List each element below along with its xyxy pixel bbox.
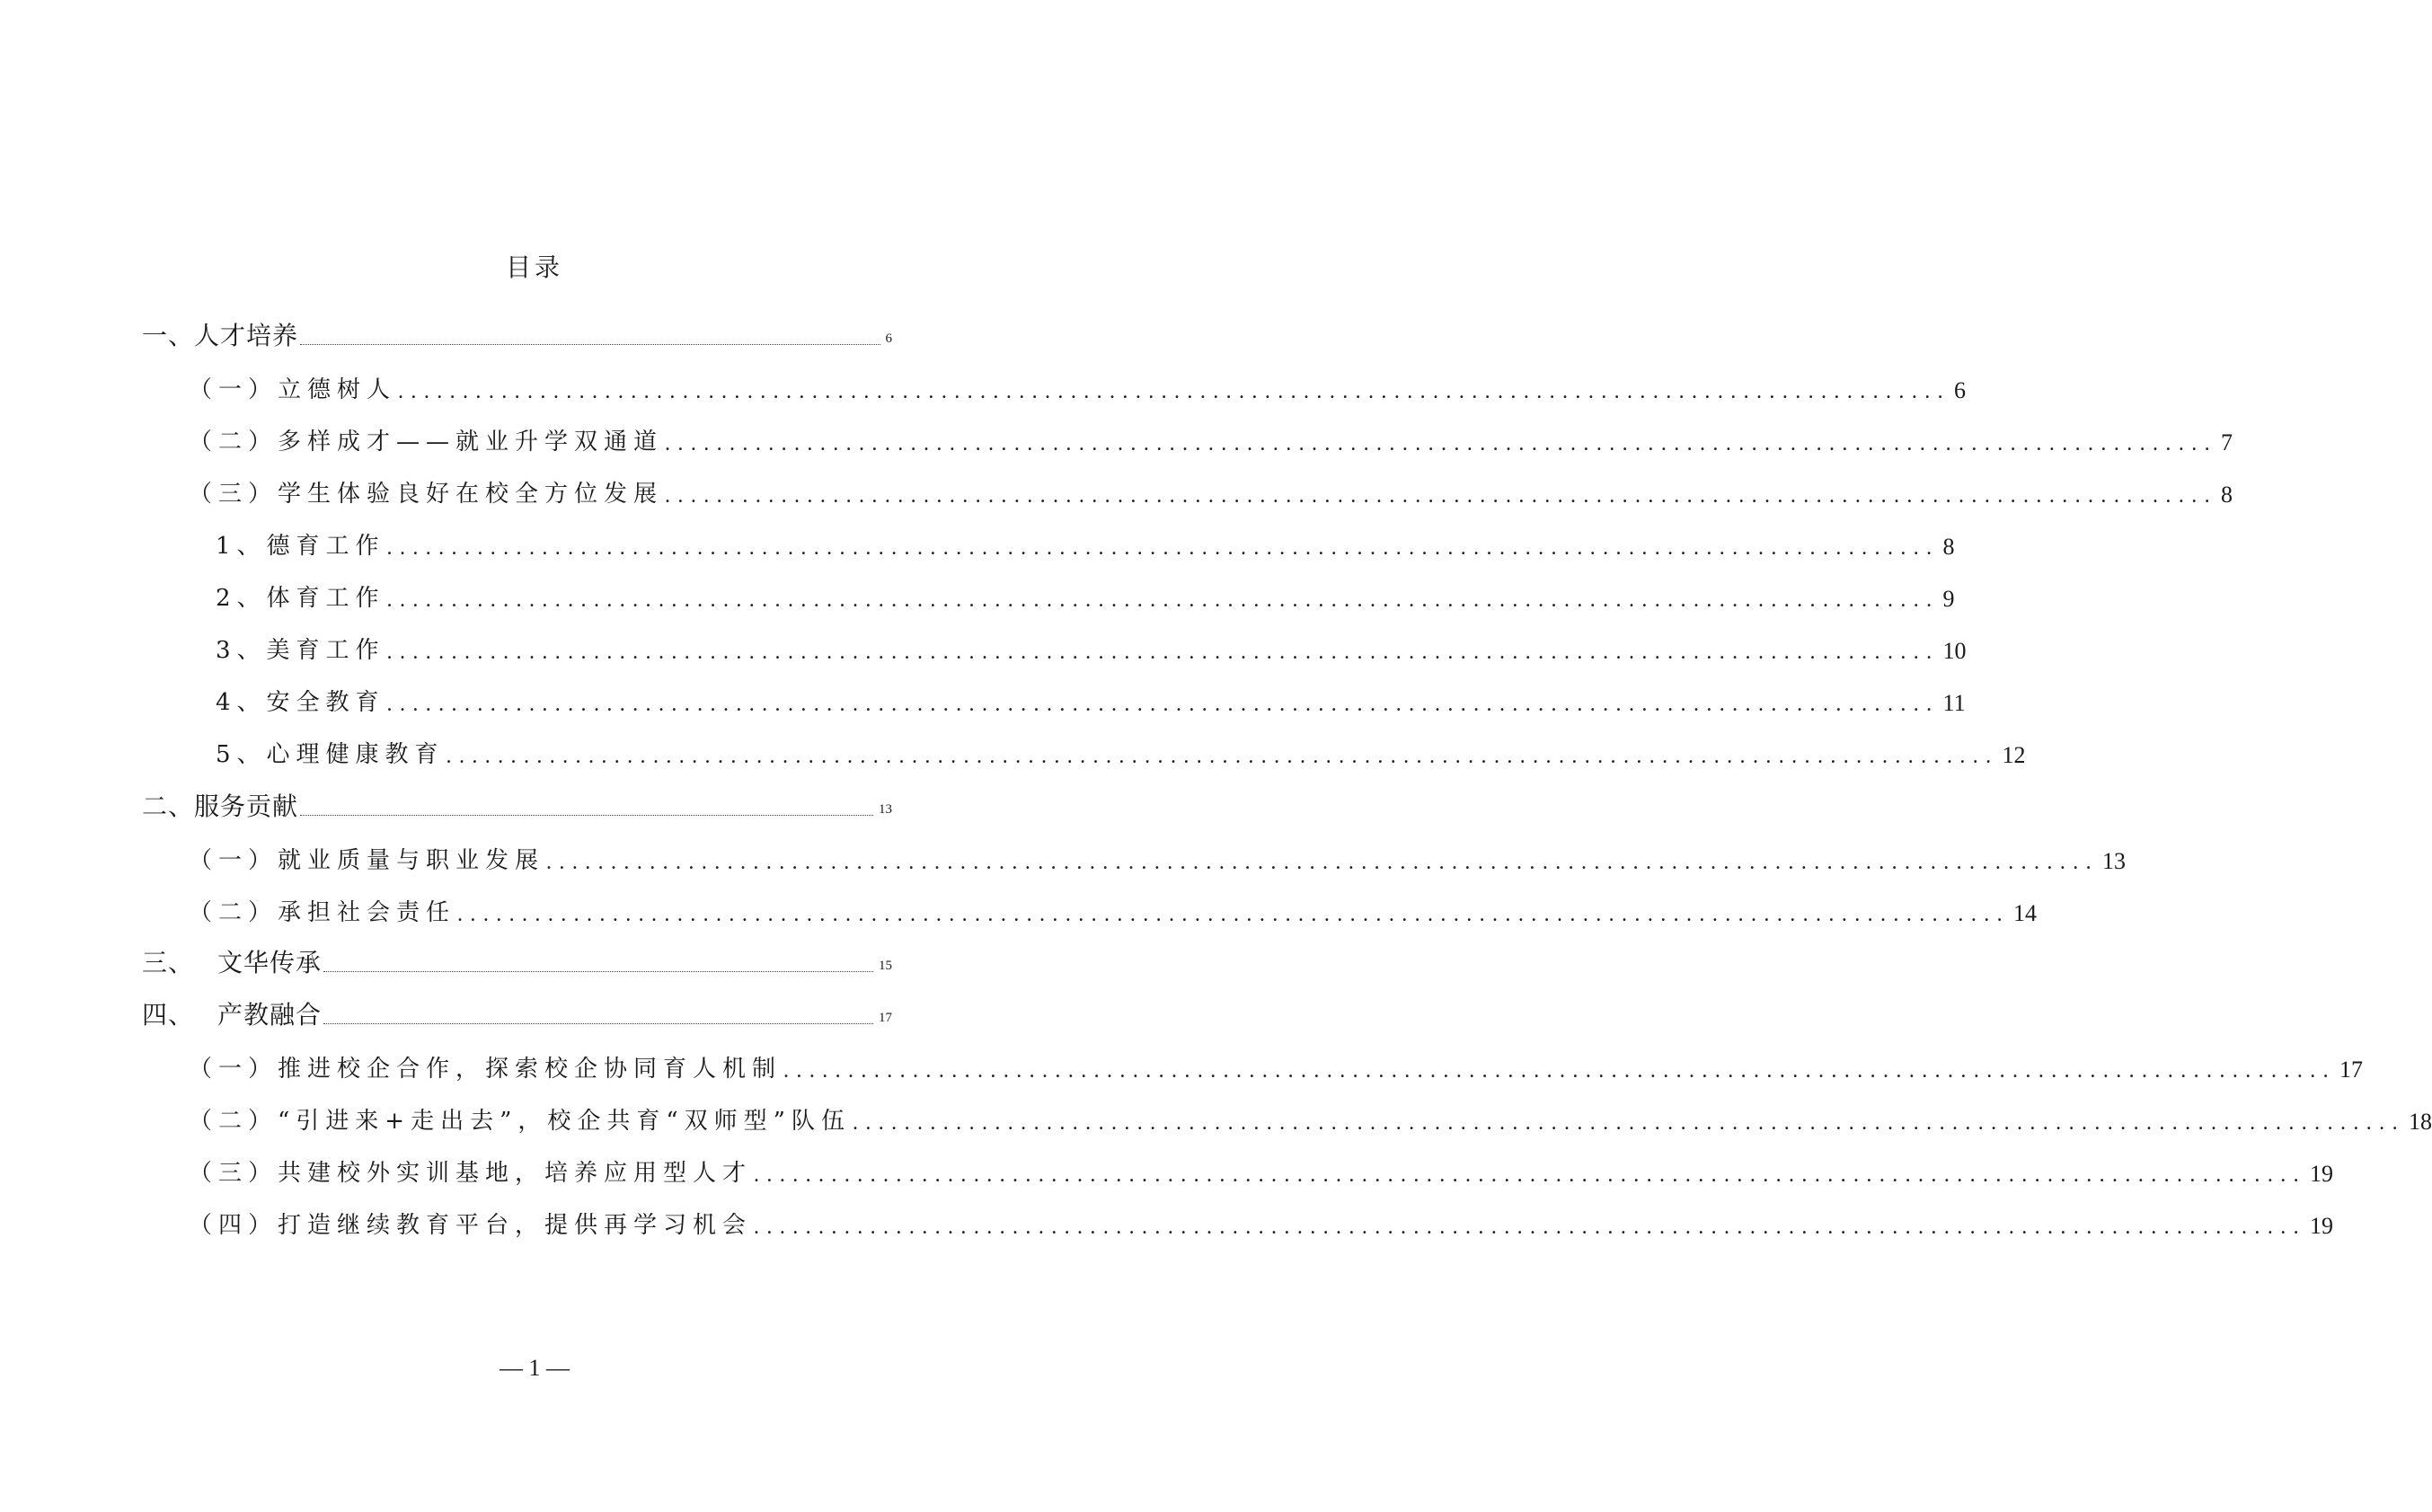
toc-entry-page: 6 bbox=[885, 332, 892, 346]
toc-entry-label: （一）就业质量与职业发展 bbox=[189, 847, 545, 874]
toc-entry[interactable] bbox=[189, 839, 2127, 875]
toc-entry[interactable] bbox=[189, 420, 2233, 456]
toc-entry-page: 8 bbox=[1942, 534, 1955, 560]
page-title: 目录 bbox=[505, 252, 563, 282]
toc-dot-leader: ........................................................................................................................ bbox=[665, 484, 2218, 508]
toc-entry-page: 18 bbox=[2408, 1109, 2432, 1135]
toc-dot-leader bbox=[323, 1022, 873, 1024]
toc-entry-label: 2、体育工作 bbox=[216, 585, 385, 612]
toc-entry[interactable] bbox=[142, 995, 892, 1031]
toc-dot-leader: ........................................................................................................................ bbox=[546, 851, 2100, 874]
toc-entry-page: 15 bbox=[879, 959, 892, 973]
toc-dot-leader: ........................................................................................................................ bbox=[852, 1111, 2405, 1135]
toc-entry-label: （二）多样成才——就业升学双通道 bbox=[189, 429, 664, 455]
toc-entry-page: 19 bbox=[2310, 1213, 2334, 1239]
toc-entry[interactable] bbox=[142, 316, 892, 352]
toc-dot-leader: ........................................................................................................................ bbox=[386, 588, 1940, 612]
toc-entry-page: 6 bbox=[1954, 377, 1967, 403]
toc-entry-label: 四、 bbox=[142, 1000, 195, 1030]
toc-dot-leader: ........................................................................................................................ bbox=[386, 536, 1940, 560]
toc-entry-label: （三）共建校外实训基地，培养应用型人才 bbox=[189, 1160, 753, 1187]
toc-dot-leader: ........................................................................................................................ bbox=[754, 1163, 2307, 1187]
toc-entry-page: 8 bbox=[2221, 482, 2233, 508]
toc-entry[interactable] bbox=[189, 1100, 2432, 1136]
toc-entry[interactable] bbox=[216, 577, 1955, 613]
toc-entry[interactable] bbox=[189, 1204, 2334, 1240]
toc-entry[interactable] bbox=[189, 368, 1967, 404]
toc-entry-label: （一）推进校企合作，探索校企协同育人机制 bbox=[189, 1056, 783, 1083]
toc-dot-leader: ........................................................................................................................ bbox=[446, 745, 1999, 768]
toc-entry-page: 12 bbox=[2002, 742, 2026, 768]
toc-dot-leader: ........................................................................................................................ bbox=[754, 1216, 2307, 1239]
toc-entry-label: 一、人才培养 bbox=[142, 321, 299, 350]
toc-entry[interactable] bbox=[142, 787, 892, 823]
toc-entry-label: 3、美育工作 bbox=[216, 637, 385, 664]
toc-entry[interactable] bbox=[216, 681, 1966, 717]
toc-entry-label: 4、安全教育 bbox=[216, 689, 385, 716]
toc-entry[interactable] bbox=[216, 733, 2026, 769]
toc-dot-leader: ........................................................................................................................ bbox=[783, 1059, 2337, 1083]
toc-entry[interactable] bbox=[216, 629, 1967, 665]
toc-entry-page: 13 bbox=[879, 802, 892, 817]
toc-dot-leader: ........................................................................................................................ bbox=[457, 903, 2011, 926]
toc-entry-page: 17 bbox=[879, 1011, 892, 1025]
toc-entry[interactable] bbox=[189, 1152, 2334, 1188]
toc-entry-page: 14 bbox=[2013, 900, 2038, 926]
toc-entry-label: （四）打造继续教育平台，提供再学习机会 bbox=[189, 1212, 753, 1239]
toc-entry[interactable] bbox=[189, 1048, 2364, 1083]
toc-entry-label: 5、心理健康教育 bbox=[216, 741, 445, 768]
toc-dot-leader: ........................................................................................................................ bbox=[665, 432, 2218, 455]
toc-entry-label: 三、 bbox=[142, 948, 195, 977]
toc-entry-page: 9 bbox=[1942, 586, 1955, 612]
page-number: — 1 — bbox=[500, 1355, 570, 1381]
toc-dot-leader: ........................................................................................................................ bbox=[386, 641, 1940, 664]
toc-entry-page: 13 bbox=[2102, 848, 2127, 874]
toc-entry-label: （三）学生体验良好在校全方位发展 bbox=[189, 481, 664, 508]
toc-entry-page: 10 bbox=[1942, 638, 1967, 664]
toc-entry-label: 文华传承 bbox=[217, 948, 323, 977]
toc-entry-label: （二）“引进来+走出去”，校企共育“双师型”队伍 bbox=[189, 1108, 851, 1135]
toc-dot-leader: ........................................................................................................................ bbox=[386, 693, 1940, 716]
toc-entry-label: 二、服务贡献 bbox=[142, 791, 299, 821]
toc-entry[interactable] bbox=[189, 891, 2038, 927]
toc-entry[interactable] bbox=[189, 473, 2233, 508]
toc-entry-page: 17 bbox=[2339, 1057, 2364, 1083]
toc-entry-page: 19 bbox=[2310, 1161, 2334, 1187]
toc-entry[interactable] bbox=[216, 525, 1955, 561]
toc-dot-leader bbox=[300, 814, 873, 816]
toc-entry-label: （一）立德树人 bbox=[189, 376, 397, 403]
toc-entry-page: 11 bbox=[1942, 690, 1966, 716]
toc-dot-leader bbox=[323, 970, 873, 972]
toc-entry-label: （二）承担社会责任 bbox=[189, 899, 456, 926]
toc-dot-leader: ........................................................................................................................ bbox=[398, 380, 1951, 403]
toc-dot-leader bbox=[300, 343, 880, 345]
toc-entry-label: 产教融合 bbox=[217, 1000, 323, 1030]
toc-entry[interactable] bbox=[142, 943, 892, 979]
toc-entry-label: 1、德育工作 bbox=[216, 533, 385, 560]
toc-entry-page: 7 bbox=[2221, 429, 2233, 455]
